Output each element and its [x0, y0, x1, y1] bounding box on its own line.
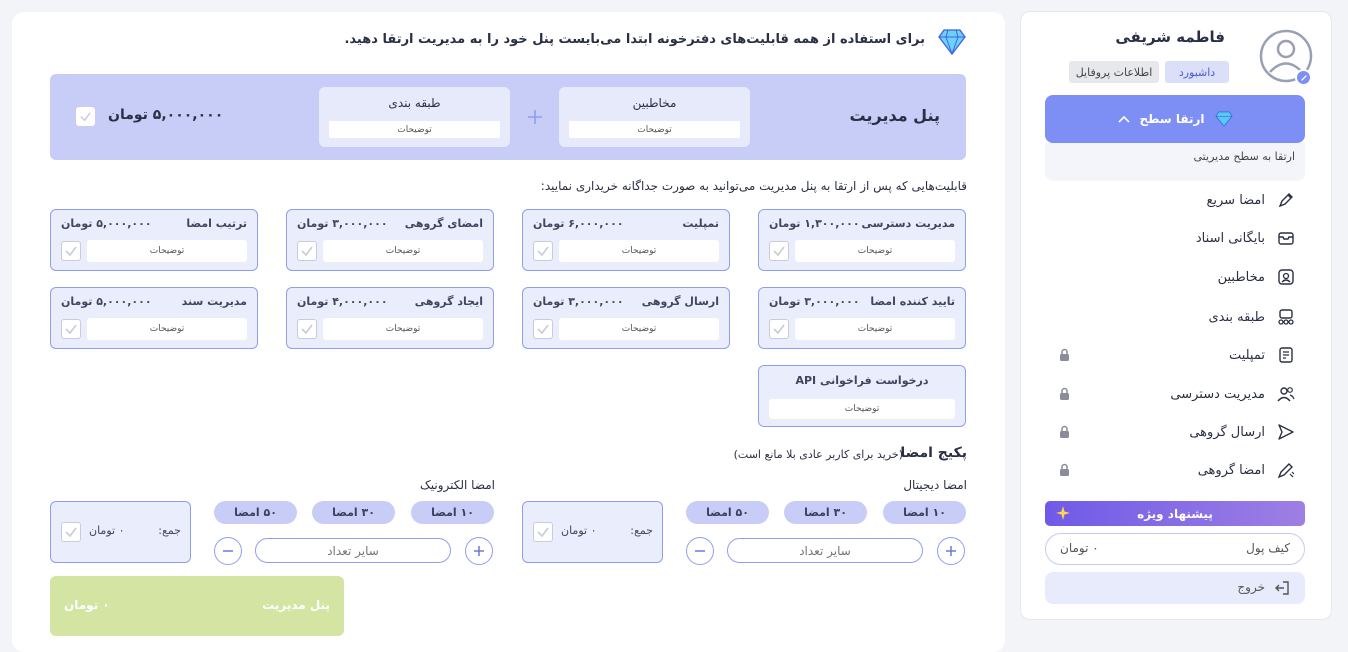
menu-item-template[interactable] — [1229, 344, 1295, 366]
feature-card-group-signature[interactable] — [286, 209, 494, 271]
plus-icon — [527, 109, 543, 125]
feature-checkbox[interactable] — [769, 319, 789, 339]
send-icon — [1277, 423, 1295, 441]
feature-card-access[interactable] — [758, 209, 966, 271]
check-icon — [772, 244, 786, 258]
edit-avatar-badge[interactable] — [1295, 69, 1312, 86]
total-value: ۰ تومان — [64, 598, 110, 612]
menu-item-group-send[interactable] — [1189, 421, 1295, 443]
panel-item-category — [319, 87, 510, 147]
upgrade-notice: برای استفاده از همه قابلیت‌های دفترخونه ابتدا می‌بایست پنل خود را به مدیریت ارتقا دهید. — [344, 32, 925, 47]
sidebar — [1020, 11, 1332, 620]
menu-label: امضا سریع — [1206, 192, 1265, 208]
electronic-option-10[interactable]: ۱۰ امضا — [411, 501, 494, 524]
menu-label: تمپلیت — [1228, 347, 1265, 363]
digital-quantity-input[interactable] — [727, 538, 923, 563]
lock-icon — [1059, 348, 1070, 362]
menu-item-quick-sign[interactable] — [1206, 189, 1295, 211]
feature-price: ۳,۰۰۰,۰۰۰ تومان — [769, 295, 860, 308]
feature-price: ۱,۳۰۰,۰۰۰ تومان — [769, 217, 860, 230]
digital-sum-box — [522, 501, 663, 563]
plus-icon — [943, 543, 959, 559]
electronic-increment-button[interactable] — [465, 537, 493, 565]
electronic-signature-label: امضا الکترونیک — [420, 478, 495, 492]
panel-price: ۵,۰۰۰,۰۰۰ تومان — [108, 107, 224, 123]
menu-label: مدیریت دسترسی — [1170, 386, 1265, 402]
feature-desc: توضیحات — [559, 240, 719, 262]
dashboard-chip[interactable]: داشبورد — [1165, 61, 1229, 83]
digital-signature-label: امضا دیجیتال — [903, 478, 967, 492]
panel-item-desc: توضیحات — [329, 121, 500, 138]
electronic-sum-box — [50, 501, 191, 563]
check-icon — [79, 110, 92, 123]
digital-increment-button[interactable] — [937, 537, 965, 565]
panel-item-desc: توضیحات — [569, 121, 740, 138]
digital-option-10[interactable]: ۱۰ امضا — [883, 501, 966, 524]
pen-icon — [1277, 191, 1295, 209]
check-icon — [772, 322, 786, 336]
menu-label: بایگانی اسناد — [1195, 230, 1265, 246]
feature-price: ۳,۰۰۰,۰۰۰ تومان — [297, 217, 388, 230]
pencil-icon — [1300, 74, 1308, 82]
feature-title: امضای گروهی — [404, 217, 483, 230]
sum-value: ۰ تومان — [561, 524, 597, 537]
feature-card-document-management[interactable] — [50, 287, 258, 349]
check-icon — [64, 525, 78, 539]
avatar[interactable] — [1259, 29, 1313, 83]
menu-label: مخاطبین — [1217, 269, 1265, 285]
feature-desc: توضیحات — [559, 318, 719, 340]
upgrade-label: ارتقا سطح — [1139, 112, 1205, 126]
electronic-sum-checkbox[interactable] — [61, 522, 81, 542]
feature-desc: توضیحات — [87, 318, 247, 340]
special-offer-button[interactable] — [1045, 501, 1305, 526]
feature-card-api[interactable] — [758, 365, 966, 427]
lock-icon — [1059, 387, 1070, 401]
check-icon — [64, 322, 78, 336]
menu-item-contacts[interactable] — [1218, 266, 1295, 288]
diamond-icon — [1215, 111, 1233, 127]
minus-icon — [220, 543, 236, 559]
total-box[interactable] — [50, 576, 344, 636]
panel-item-contacts — [559, 87, 750, 147]
feature-card-template[interactable] — [522, 209, 730, 271]
feature-checkbox[interactable] — [297, 241, 317, 261]
menu-label: ارسال گروهی — [1189, 424, 1265, 440]
check-icon — [300, 322, 314, 336]
feature-desc: توضیحات — [323, 240, 483, 262]
feature-checkbox[interactable] — [297, 319, 317, 339]
upgrade-button[interactable] — [1045, 95, 1305, 143]
electronic-option-50[interactable]: ۵۰ امضا — [214, 501, 297, 524]
digital-sum-checkbox[interactable] — [533, 522, 553, 542]
diamond-icon — [937, 28, 967, 56]
feature-card-sign-approver[interactable] — [758, 287, 966, 349]
chevron-up-icon — [1118, 115, 1130, 123]
sum-label: جمع: — [630, 524, 653, 537]
profile-info-chip[interactable]: اطلاعات پروفایل — [1069, 61, 1159, 83]
archive-icon — [1277, 229, 1295, 247]
check-icon — [300, 244, 314, 258]
upgrade-sub-label: ارتقا به سطح مدیریتی — [1193, 150, 1295, 163]
menu-item-group-sign[interactable] — [1198, 459, 1295, 481]
feature-card-sign-order[interactable] — [50, 209, 258, 271]
feature-price: ۵,۰۰۰,۰۰۰ تومان — [61, 217, 152, 230]
admin-panel-card — [50, 74, 966, 160]
feature-title: مدیریت سند — [181, 295, 247, 308]
feature-title: ترتیب امضا — [186, 217, 247, 230]
plus-icon — [471, 543, 487, 559]
electronic-quantity-input[interactable] — [255, 538, 451, 563]
menu-label: امضا گروهی — [1197, 462, 1265, 478]
template-icon — [1277, 346, 1295, 364]
menu-item-category[interactable] — [1209, 306, 1296, 328]
panel-checkbox[interactable] — [76, 107, 95, 126]
feature-checkbox[interactable] — [769, 241, 789, 261]
contacts-icon — [1277, 268, 1295, 286]
logout-icon — [1273, 579, 1291, 597]
menu-item-archive[interactable] — [1196, 227, 1295, 249]
digital-option-50[interactable]: ۵۰ امضا — [686, 501, 769, 524]
check-icon — [536, 322, 550, 336]
feature-card-group-create[interactable] — [286, 287, 494, 349]
logout-button[interactable] — [1045, 572, 1305, 604]
feature-checkbox[interactable] — [61, 319, 81, 339]
feature-price: ۴,۰۰۰,۰۰۰ تومان — [297, 295, 388, 308]
package-title: پکیج امضا — [900, 445, 967, 461]
feature-price: ۶,۰۰۰,۰۰۰ تومان — [533, 217, 624, 230]
features-caption: قابلیت‌هایی که پس از ارتقا به پنل مدیریت می‌توانید به صورت جداگانه خریداری نمایید: — [540, 179, 967, 193]
menu-label: طبقه بندی — [1208, 309, 1265, 325]
wallet-label: کیف پول — [1246, 541, 1290, 555]
feature-checkbox[interactable] — [61, 241, 81, 261]
sum-label: جمع: — [158, 524, 181, 537]
feature-price: ۵,۰۰۰,۰۰۰ تومان — [61, 295, 152, 308]
total-label: پنل مدیریت — [262, 598, 330, 612]
feature-checkbox[interactable] — [533, 241, 553, 261]
category-icon — [1277, 308, 1295, 326]
feature-title: مدیریت دسترسی — [861, 217, 955, 230]
electronic-decrement-button[interactable] — [214, 537, 242, 565]
check-icon — [536, 525, 550, 539]
users-icon — [1277, 385, 1295, 403]
feature-desc: توضیحات — [795, 240, 955, 262]
minus-icon — [692, 543, 708, 559]
sparkle-icon — [1055, 505, 1071, 521]
panel-item-name: طبقه بندی — [388, 96, 441, 110]
user-name: فاطمه شریفی — [1115, 28, 1225, 46]
feature-title: ارسال گروهی — [641, 295, 719, 308]
upgrade-submenu[interactable] — [1045, 143, 1305, 181]
feature-price: ۳,۰۰۰,۰۰۰ تومان — [533, 295, 624, 308]
feature-title: تایید کننده امضا — [870, 295, 955, 308]
sum-value: ۰ تومان — [89, 524, 125, 537]
digital-option-30[interactable]: ۳۰ امضا — [784, 501, 867, 524]
wallet-value: ۰ تومان — [1060, 541, 1099, 555]
wallet-field — [1045, 533, 1305, 565]
feature-desc: توضیحات — [87, 240, 247, 262]
feature-checkbox[interactable] — [533, 319, 553, 339]
feature-title: ایجاد گروهی — [414, 295, 483, 308]
feature-desc: توضیحات — [769, 399, 955, 419]
lock-icon — [1059, 463, 1070, 477]
panel-title: پنل مدیریت — [849, 106, 940, 125]
lock-icon — [1059, 425, 1070, 439]
feature-title: تمپلیت — [682, 217, 719, 230]
menu-item-access[interactable] — [1170, 383, 1295, 405]
check-icon — [64, 244, 78, 258]
group-sign-icon — [1277, 461, 1295, 479]
feature-desc: توضیحات — [323, 318, 483, 340]
main-panel — [12, 12, 1005, 652]
electronic-option-30[interactable]: ۳۰ امضا — [312, 501, 395, 524]
feature-card-group-send[interactable] — [522, 287, 730, 349]
panel-item-name: مخاطبین — [632, 96, 677, 110]
digital-decrement-button[interactable] — [686, 537, 714, 565]
package-subtitle: (خرید برای کاربر عادی بلا مانع است) — [733, 448, 903, 461]
special-offer-label: پیشنهاد ویژه — [1137, 506, 1213, 521]
logout-label: خروج — [1237, 580, 1265, 594]
feature-desc: توضیحات — [795, 318, 955, 340]
check-icon — [536, 244, 550, 258]
feature-title: درخواست فراخوانی API — [795, 374, 929, 387]
